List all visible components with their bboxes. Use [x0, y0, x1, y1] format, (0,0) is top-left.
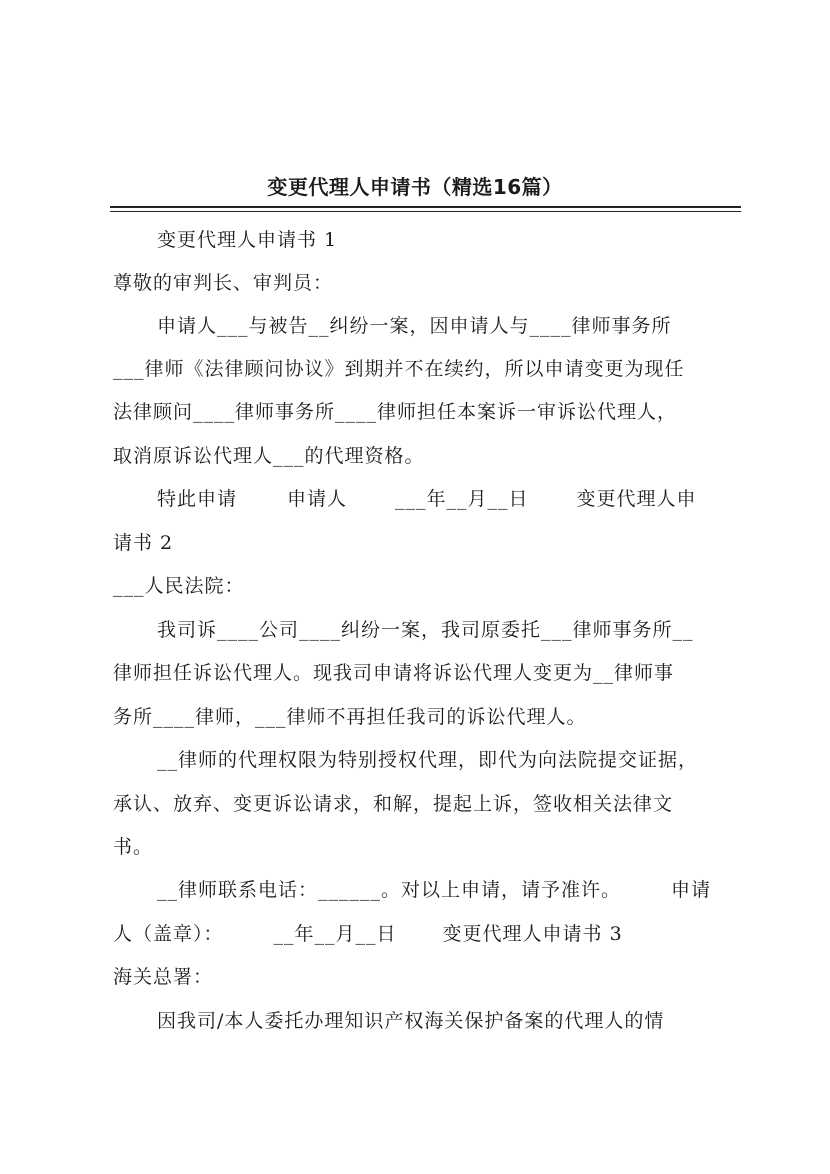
paragraph-line: 书。 — [113, 836, 154, 858]
date-blank: ___年__月__日 — [395, 488, 529, 510]
paragraph-line: 务所____律师，___律师不再担任我司的诉讼代理人。 — [113, 706, 587, 728]
paragraph-line: ___律师《法律顾问协议》到期并不在续约，所以申请变更为现任 — [113, 358, 685, 380]
salutation-1: 尊敬的审判长、审判员： — [113, 272, 334, 294]
section-heading-1: 变更代理人申请书 1 — [157, 229, 338, 251]
section-heading-2-part: 变更代理人申 — [576, 488, 697, 510]
title-divider-thick — [110, 206, 741, 208]
signature-line — [113, 923, 743, 945]
paragraph-line: __律师的代理权限为特别授权代理，即代为向法院提交证据， — [157, 749, 699, 771]
contact-line — [157, 879, 743, 901]
contact-text: __律师联系电话：______。对以上申请，请予准许。 — [157, 879, 622, 901]
applicant-label: 申请 — [671, 879, 712, 901]
document-title: 变更代理人申请书（精选16篇） — [267, 175, 563, 199]
section-heading-2-rest: 请书 2 — [113, 532, 174, 554]
paragraph-line: 律师担任诉讼代理人。现我司申请将诉讼代理人变更为__律师事 — [113, 662, 675, 684]
paragraph-line: 申请人___与被告__纠纷一案，因申请人与____律师事务所 — [157, 315, 672, 337]
paragraph-line: 法律顾问____律师事务所____律师担任本案诉一审诉讼代理人， — [113, 401, 678, 423]
paragraph-line: 取消原诉讼代理人___的代理资格。 — [113, 445, 425, 467]
paragraph-line: 因我司/本人委托办理知识产权海关保护备案的代理人的情 — [157, 1010, 665, 1032]
salutation-3: 海关总署： — [113, 966, 214, 988]
applicant-label: 申请人 — [287, 488, 348, 510]
paragraph-line: 承认、放弃、变更诉讼请求，和解，提起上诉，签收相关法律文 — [113, 793, 674, 815]
title-divider-thin — [110, 211, 741, 212]
closing-line — [157, 488, 743, 510]
paragraph-line: 我司诉____公司____纠纷一案，我司原委托___律师事务所__ — [157, 619, 694, 641]
date-blank: __年__月__日 — [273, 923, 397, 945]
closing-text: 特此申请 — [157, 488, 238, 510]
salutation-2: ___人民法院： — [113, 575, 245, 597]
section-heading-3: 变更代理人申请书 3 — [442, 923, 623, 945]
seal-label: 人（盖章）： — [113, 923, 224, 945]
